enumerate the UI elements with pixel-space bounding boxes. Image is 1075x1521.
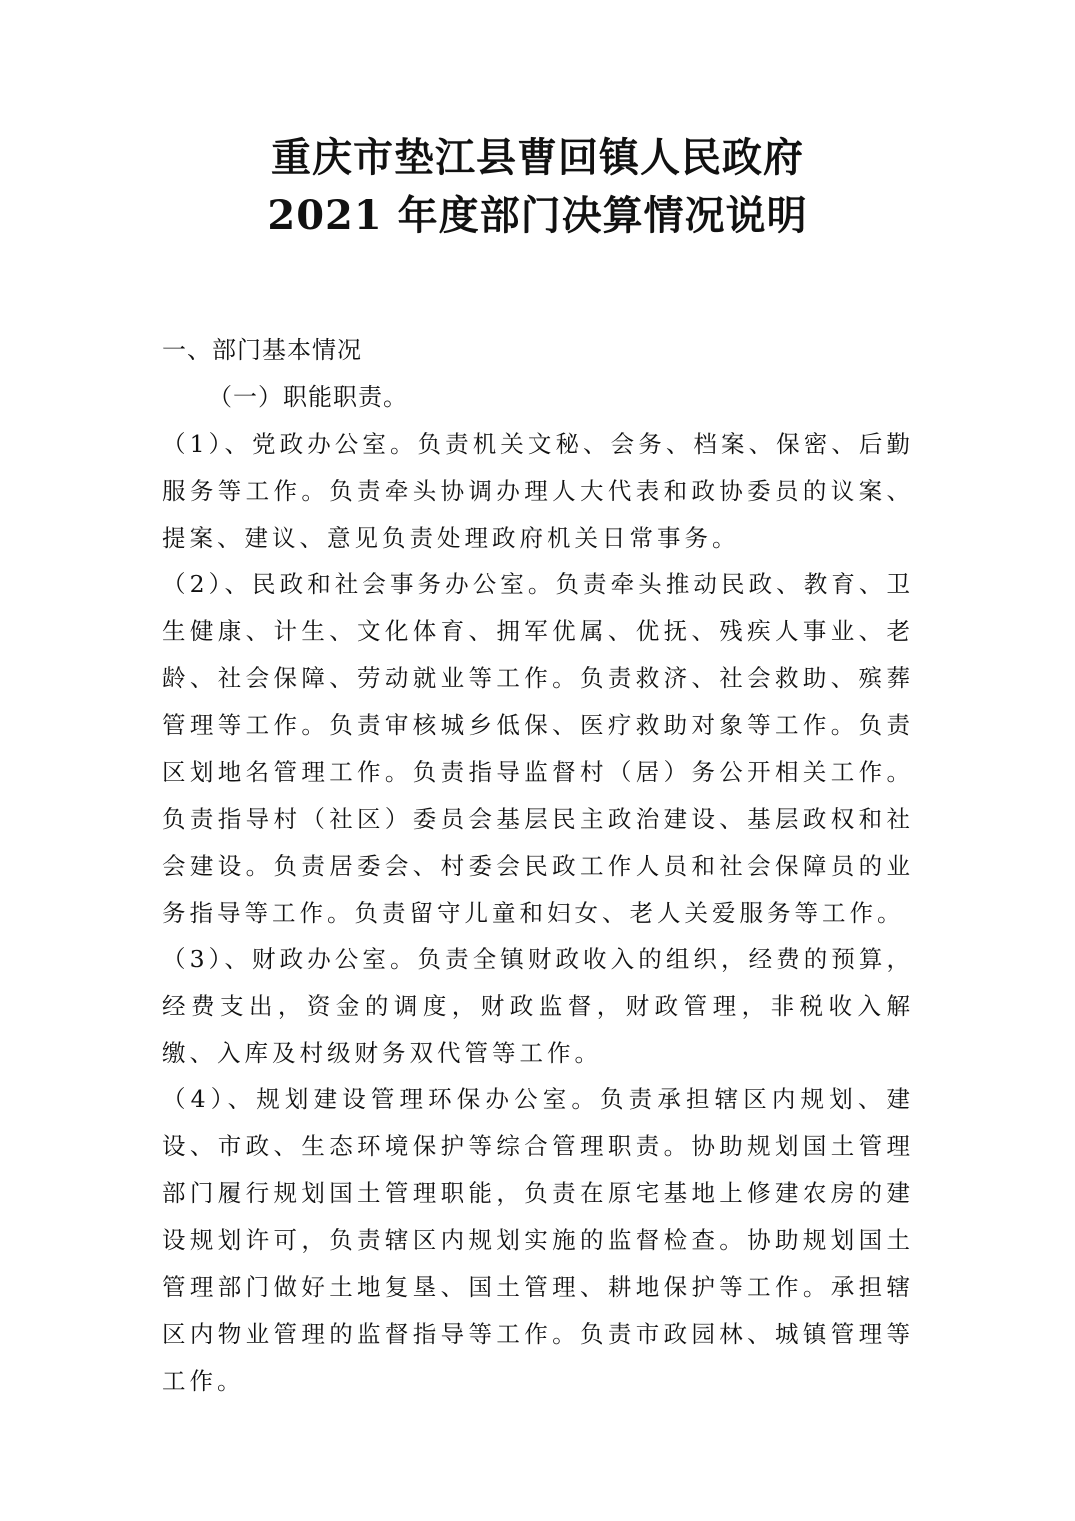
sub-heading: （一）职能职责。 [208, 383, 408, 411]
section-heading: 一、部门基本情况 [162, 336, 362, 364]
paragraph-party-office: （1）、党政办公室。负责机关文秘、会务、档案、保密、后勤服务等工作。负责牵头协调办理人大代表和政协委员的议案、提案、建议、意见负责处理政府机关日常事务。 [162, 430, 914, 552]
paragraph-planning-office: （4）、规划建设管理环保办公室。负责承担辖区内规划、建设、市政、生态环境保护等综合管理职责。协助规划国土管理部门履行规划国土管理职能，负责在原宅基地上修建农房的建设规划许可，负责辖区内规划实施的监督检查。协助规划国土管理部门做好土地复垦、国土管理、耕地保护等工作。承担辖区内物业管理的监督指导等工作。负责市政园林、城镇管理等工作。 [162, 1085, 914, 1395]
paragraph-civil-affairs-office: （2）、民政和社会事务办公室。负责牵头推动民政、教育、卫生健康、计生、文化体育、拥军优属、优抚、残疾人事业、老龄、社会保障、劳动就业等工作。负责救济、社会救助、殡葬管理等工作。负责审核城乡低保、医疗救助对象等工作。负责区划地名管理工作。负责指导监督村（居）务公开相关工作。负责指导村（社区）委员会基层民主政治建设、基层政权和社会建设。负责居委会、村委会民政工作人员和社会保障员的业务指导等工作。负责留守儿童和妇女、老人关爱服务等工作。 [162, 570, 914, 927]
paragraph-finance-office: （3）、财政办公室。负责全镇财政收入的组织，经费的预算，经费支出，资金的调度，财政监督，财政管理，非税收入解缴、入库及村级财务双代管等工作。 [162, 945, 914, 1067]
document-title-line-1: 重庆市垫江县曹回镇人民政府 [271, 134, 804, 181]
document-title-line-2: 2021 年度部门决算情况说明 [267, 192, 808, 239]
